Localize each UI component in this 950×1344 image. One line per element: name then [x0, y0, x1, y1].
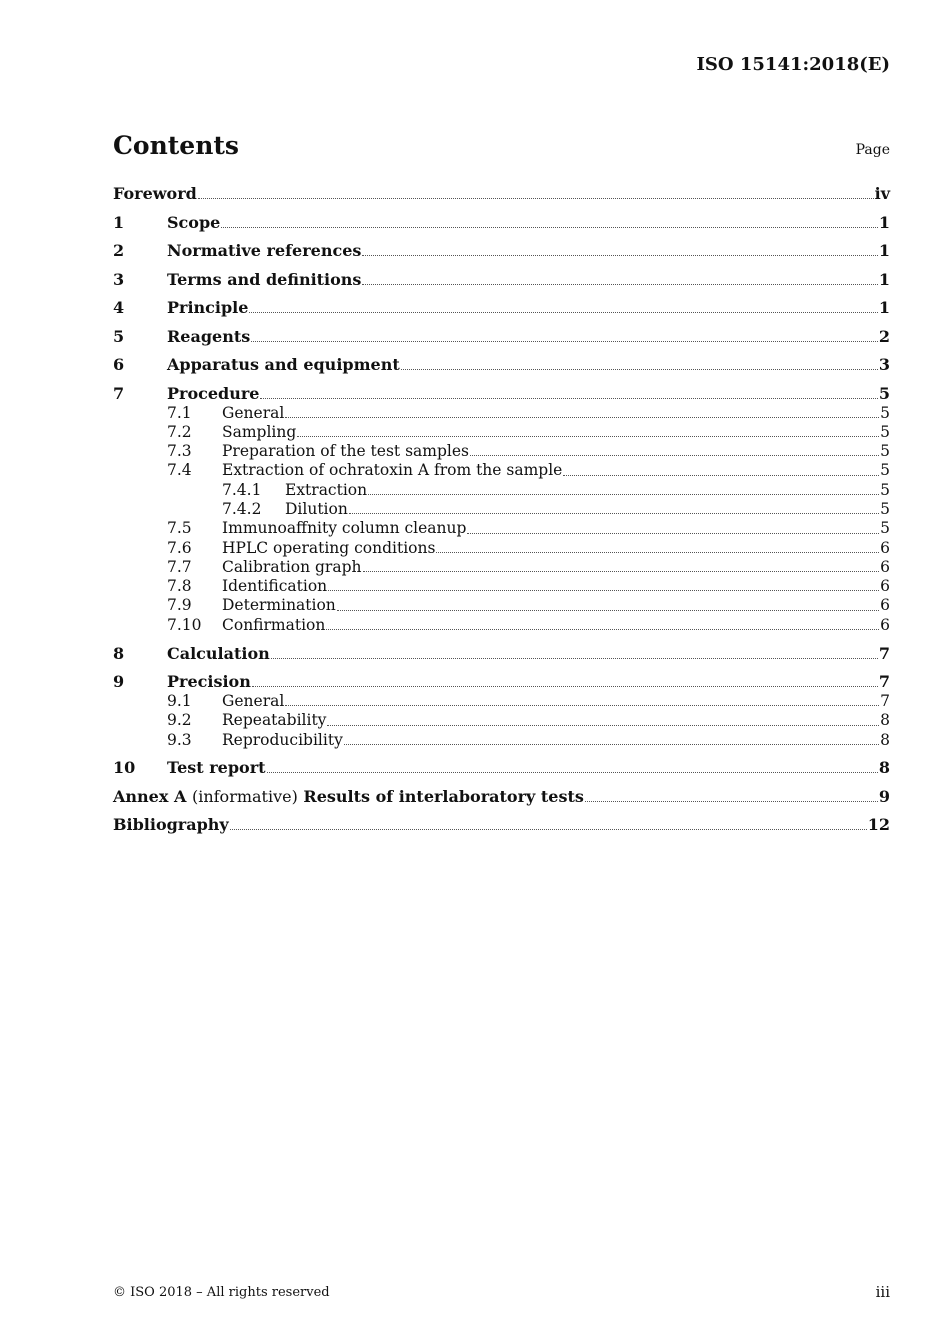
toc-page: 8 [878, 758, 890, 778]
toc-page: 6 [880, 615, 890, 634]
toc-page: 7 [880, 692, 890, 711]
toc-entry-7-6[interactable] [113, 539, 890, 558]
dot-leader [585, 801, 878, 802]
toc-number: 7.3 [167, 442, 192, 461]
toc-number: 7.6 [167, 538, 192, 557]
dot-leader [221, 227, 878, 228]
toc-title: Apparatus and equipment [167, 355, 400, 374]
toc-entry-7[interactable] [113, 384, 890, 404]
toc-title: General [222, 403, 285, 422]
toc-title: Reagents [167, 326, 251, 346]
toc-page: 5 [880, 461, 890, 480]
toc-number: 10 [113, 758, 136, 778]
dot-leader [349, 513, 879, 514]
page-column-label: Page [855, 142, 890, 158]
toc-title: Dilution [285, 499, 348, 518]
toc-title [113, 787, 584, 807]
toc-title: Reproducibility [222, 730, 343, 749]
toc-entry-foreword[interactable] [113, 184, 890, 204]
toc-title: Determination [222, 596, 336, 615]
toc-page: 5 [878, 383, 890, 403]
annex-title: Results of interlaboratory tests [303, 786, 584, 806]
dot-leader [230, 829, 867, 830]
toc-number: 5 [113, 326, 125, 346]
toc-number: 7.4.2 [222, 499, 262, 518]
dot-leader [327, 725, 879, 726]
toc-title: Identification [222, 577, 328, 596]
toc-title: Terms and definitions [167, 269, 362, 289]
toc-page: 7 [878, 643, 890, 663]
toc-page: 6 [880, 557, 890, 576]
toc-entry-7-8[interactable] [113, 577, 890, 596]
toc-entry-7-3[interactable] [113, 442, 890, 461]
dot-leader [198, 198, 874, 199]
toc-number: 7.9 [167, 596, 192, 615]
toc-title: Confirmation [222, 615, 326, 634]
toc-page: 8 [880, 730, 890, 749]
toc-page: 5 [880, 442, 890, 461]
toc-number: 1 [113, 212, 125, 232]
toc-page: 6 [880, 538, 890, 557]
toc-entry-7-4[interactable] [113, 461, 890, 480]
toc-title: Immunoaffnity column cleanup [222, 519, 467, 538]
toc-entry-1[interactable] [113, 213, 890, 233]
toc-number: 7.4 [167, 461, 192, 480]
toc-page: 6 [880, 596, 890, 615]
toc-page: iv [874, 184, 890, 203]
toc-page: 8 [880, 711, 890, 730]
dot-leader [436, 552, 879, 553]
toc-number: 7.1 [167, 403, 192, 422]
toc-entry-7-4-1[interactable] [113, 481, 890, 500]
dot-leader [368, 494, 879, 495]
toc-number: 4 [113, 298, 125, 317]
dot-leader [326, 629, 879, 630]
dot-leader [470, 455, 879, 456]
toc-number: 7.2 [167, 422, 192, 441]
toc-title: Bibliography [113, 815, 229, 835]
dot-leader [328, 590, 879, 591]
toc-entry-6[interactable] [113, 355, 890, 375]
toc-number: 8 [113, 643, 125, 663]
toc-page: 1 [878, 269, 890, 289]
toc-title: Extraction of ochratoxin A from the sample [222, 461, 563, 480]
dot-leader [267, 772, 878, 773]
dot-leader [563, 475, 879, 476]
dot-leader [260, 398, 877, 399]
toc-title: Foreword [113, 184, 197, 203]
toc-entry-9[interactable] [113, 672, 890, 692]
dot-leader [467, 533, 879, 534]
toc-entry-7-4-2[interactable] [113, 500, 890, 519]
toc-number: 9 [113, 672, 125, 692]
toc-page: 7 [878, 672, 890, 692]
toc-number: 7.4.1 [222, 480, 262, 499]
toc-number: 2 [113, 241, 125, 260]
toc-number: 3 [113, 269, 125, 289]
toc-entry-10[interactable] [113, 758, 890, 778]
document-id: ISO 15141:2018(E) [696, 54, 890, 75]
annex-note: (informative) [191, 786, 298, 806]
toc-page: 5 [880, 403, 890, 422]
toc-entry-8[interactable] [113, 644, 890, 664]
dot-leader [363, 571, 880, 572]
toc-page: 5 [880, 519, 890, 538]
toc-title: General [222, 692, 285, 711]
toc-entry-9-1[interactable] [113, 692, 890, 711]
dot-leader [271, 658, 878, 659]
toc-page: 5 [880, 480, 890, 499]
toc-number: 9.1 [167, 692, 192, 711]
dot-leader [337, 610, 879, 611]
toc-title: Principle [167, 298, 249, 317]
toc-entry-7-1[interactable] [113, 404, 890, 423]
contents-heading: Contents [113, 131, 240, 160]
toc-title: Precision [167, 672, 251, 692]
dot-leader [251, 341, 878, 342]
toc-entry-3[interactable] [113, 270, 890, 290]
dot-leader [252, 686, 878, 687]
toc-title: Sampling [222, 422, 297, 441]
toc-page: 1 [878, 212, 890, 232]
toc-number: 7.7 [167, 557, 192, 576]
dot-leader [249, 312, 877, 313]
toc-page: 1 [878, 241, 890, 260]
toc-entry-5[interactable] [113, 327, 890, 347]
toc-title: Calculation [167, 643, 270, 663]
toc-page: 6 [880, 577, 890, 596]
toc-number: 9.2 [167, 711, 192, 730]
copyright-notice: © ISO 2018 – All rights reserved [113, 1285, 330, 1300]
toc-entry-9-2[interactable] [113, 711, 890, 730]
annex-prefix: Annex A [113, 786, 187, 806]
toc-title: Extraction [285, 480, 368, 499]
toc-title: Scope [167, 212, 221, 232]
toc-page: 12 [867, 815, 890, 835]
toc-number: 6 [113, 355, 125, 374]
toc-entry-2[interactable] [113, 241, 890, 261]
dot-leader [285, 705, 879, 706]
toc-title: Calibration graph [222, 557, 362, 576]
toc-title: HPLC operating conditions [222, 538, 436, 557]
toc-title: Test report [167, 758, 266, 778]
toc-title: Repeatability [222, 711, 327, 730]
toc-page: 2 [878, 326, 890, 346]
dot-leader [362, 284, 877, 285]
dot-leader [344, 744, 879, 745]
toc-entry-7-10[interactable] [113, 616, 890, 635]
toc-number: 7.8 [167, 577, 192, 596]
toc-entry-annex-a[interactable] [113, 787, 890, 807]
toc-title: Normative references [167, 241, 362, 260]
toc-title: Procedure [167, 383, 260, 403]
toc-number: 7.10 [167, 615, 202, 634]
toc-entry-bibliography[interactable] [113, 815, 890, 835]
toc-entry-4[interactable] [113, 298, 890, 318]
toc-title: Preparation of the test samples [222, 442, 469, 461]
toc-entry-7-5[interactable] [113, 519, 890, 538]
toc-page: 3 [878, 355, 890, 374]
toc-number: 7.5 [167, 519, 192, 538]
page-number: iii [875, 1283, 890, 1301]
toc-number: 9.3 [167, 730, 192, 749]
toc-page: 5 [880, 422, 890, 441]
dot-leader [362, 255, 877, 256]
dot-leader [285, 417, 879, 418]
toc-entry-7-9[interactable] [113, 596, 890, 615]
dot-leader [401, 369, 878, 370]
toc-page: 1 [878, 298, 890, 317]
toc-page: 9 [878, 786, 890, 806]
toc-page: 5 [880, 499, 890, 518]
toc-entry-9-3[interactable] [113, 731, 890, 750]
table-of-contents [113, 184, 890, 835]
toc-entry-7-2[interactable] [113, 423, 890, 442]
toc-entry-7-7[interactable] [113, 558, 890, 577]
toc-number: 7 [113, 383, 125, 403]
dot-leader [297, 436, 879, 437]
